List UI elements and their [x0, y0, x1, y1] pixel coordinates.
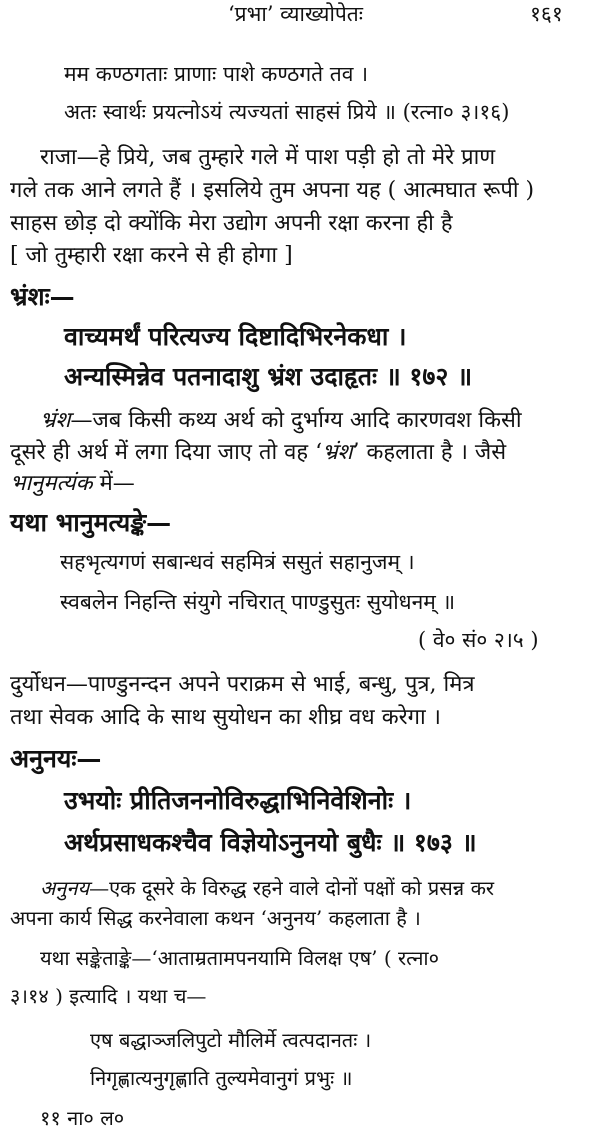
section-heading: अनुनयः—	[10, 744, 102, 773]
example-line: ३।१४ ) इत्यादि । यथा च—	[10, 984, 207, 1008]
translation-line: तथा सेवक आदि के साथ सुयोधन का शीघ्र वध करेगा ।	[10, 705, 442, 730]
page-number: १६१	[530, 2, 563, 26]
explanation-text: ’ कहलाता है । जैसे	[352, 440, 507, 465]
verse-line: सहभृत्यगणं सबान्धवं सहमित्रं ससुतं सहानुजम् ।	[60, 550, 415, 574]
running-header-title: ‘प्रभा’ व्याख्योपेतः	[228, 2, 364, 26]
translation-line: राजा—हे प्रिये, जब तुम्हारे गले में पाश पड़ी हो तो मेरे प्राण	[40, 145, 496, 170]
footer-signature: ११ ना० ल०	[40, 1106, 125, 1130]
karika-line: अन्यस्मिन्नेव पतनादाशु भ्रंश उदाहृतः ॥ १७२ ॥	[64, 362, 473, 391]
explanation-line	[10, 440, 506, 466]
explanation-text: में—	[92, 471, 135, 496]
translation-line: दुर्योधन—पाण्डुनन्दन अपने पराक्रम से भाई, बन्धु, पुत्र, मित्र	[10, 672, 475, 697]
explanation-text: —जब किसी कथ्य अर्थ को दुर्भाग्य आदि कारणवश किसी	[70, 408, 522, 433]
term-italic: भानुमत्यंक	[10, 471, 93, 496]
term-italic: अनुनय	[40, 876, 90, 900]
explanation-line	[40, 876, 494, 900]
section-heading: भ्रंशः—	[10, 282, 75, 311]
karika-line: उभयोः प्रीतिजननोविरुद्धाभिनिवेशिनोः ।	[64, 786, 412, 815]
example-line: यथा सङ्केताङ्के—‘आताम्रतामपनयामि विलक्ष एष’ ( रत्ना०	[40, 946, 440, 970]
verse-line: निगृह्णात्यनुगृह्णाति तुल्यमेवानुगं प्रभुः ॥	[90, 1066, 353, 1090]
term-italic: भ्रंश	[40, 408, 71, 433]
explanation-line: अपना कार्य सिद्ध करनेवाला कथन ‘अनुनय’ कहलाता है ।	[10, 906, 421, 930]
explanation-line	[10, 471, 135, 497]
translation-line: साहस छोड़ दो क्योंकि मेरा उद्योग अपनी रक्षा करना ही है	[10, 211, 453, 236]
verse-line: एष बद्धाञ्जलिपुटो मौलिर्मे त्वत्पदानतः ।	[90, 1028, 372, 1052]
translation-line: गले तक आने लगते हैं । इसलिये तुम अपना यह ( आत्मघात रूपी )	[10, 178, 535, 203]
explanation-line	[40, 408, 522, 434]
karika-line: वाच्यमर्थं परित्यज्य दिष्टादिभिरनेकधा ।	[64, 322, 407, 351]
explanation-text: —एक दूसरे के विरुद्ध रहने वाले दोनों पक्षों को प्रसन्न कर	[89, 876, 495, 900]
karika-line: अर्थप्रसाधकश्चैव विज्ञेयोऽनुनयो बुधैः ॥ १७३ ॥	[64, 828, 477, 857]
verse-line: स्वबलेन निहन्ति संयुगे नचिरात् पाण्डुसुतः सुयोधनम् ॥	[60, 590, 456, 614]
explanation-text: दूसरे ही अर्थ में लगा दिया जाए तो वह ‘	[10, 440, 323, 465]
verse-line: मम कण्ठगताः प्राणाः पाशे कण्ठगते तव ।	[64, 62, 369, 86]
term-italic: भ्रंश	[322, 440, 353, 465]
translation-line: [ जो तुम्हारी रक्षा करने से ही होगा ]	[10, 243, 293, 268]
verse-line: अतः स्वार्थः प्रयत्नोऽयं त्यज्यतां साहसं प्रिये ॥ (रत्ना० ३।१६)	[64, 100, 510, 124]
example-heading: यथा भानुमत्यङ्के—	[10, 508, 172, 537]
citation: ( वे० सं० २।५ )	[418, 628, 539, 652]
